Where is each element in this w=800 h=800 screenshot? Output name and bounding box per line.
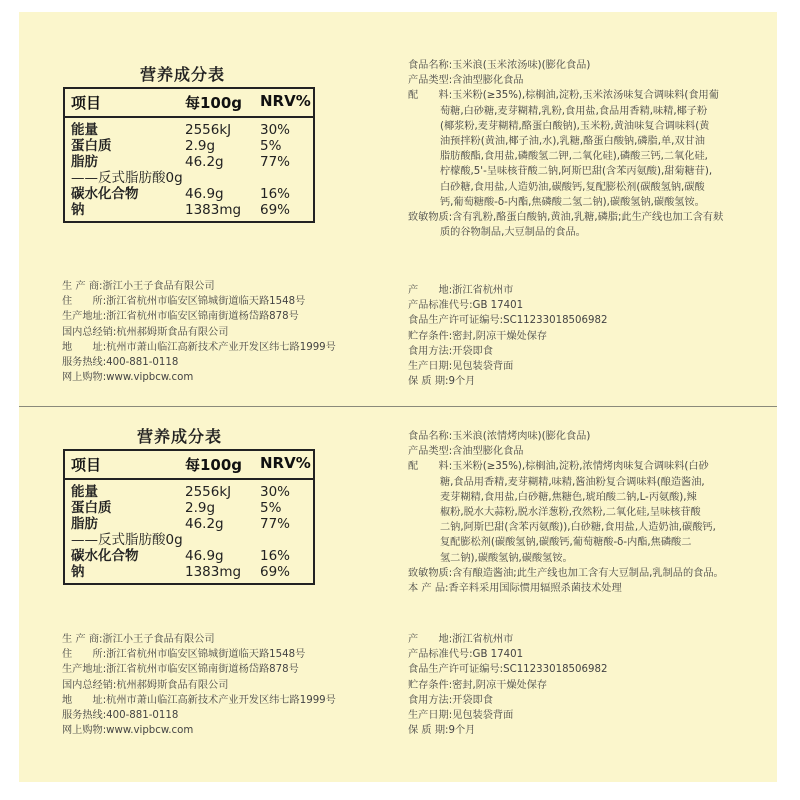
company-line: 住 所:浙江省杭州市临安区锦城街道临天路1548号 (62, 296, 306, 308)
row-nrv: 69% (260, 564, 291, 580)
row-nrv: 16% (260, 186, 291, 202)
header-nrv: NRV% (260, 454, 311, 472)
row-value: 46.2g (185, 154, 224, 170)
company-line: 住 所:浙江省杭州市临安区锦城街道临天路1548号 (62, 649, 306, 661)
product-info-line: 食品生产许可证编号:SC11233018506982 (408, 315, 608, 327)
product-info-block (408, 632, 607, 738)
nutrition-row (65, 548, 313, 564)
ingredients-block (408, 429, 724, 596)
row-value: 2.9g (185, 500, 216, 516)
product-info-line: 产 地:浙江省杭州市 (408, 634, 514, 645)
company-line: 国内总经销:杭州郝姆斯食品有限公司 (62, 326, 229, 338)
row-nrv: 69% (260, 202, 291, 218)
nutrition-table (63, 449, 315, 585)
row-name: ——反式脂肪酸0g (71, 170, 183, 186)
ingredient-line: 复配膨松剂(碳酸氢钠,碳酸钙,葡萄糖酸-δ-内酯,焦磷酸二 (440, 537, 692, 549)
ingredient-line: 致敏物质:含有酿造酱油;此生产线也加工含有大豆制品,乳制品的食品。 (408, 567, 724, 579)
nutrition-row (65, 500, 313, 516)
nutrition-row (65, 170, 313, 186)
row-value: 1383mg (185, 202, 242, 218)
nutrition-row (65, 484, 313, 500)
ingredient-line: 本 产 品:香辛料采用国际惯用辐照杀菌技术处理 (408, 583, 622, 595)
ingredient-line: (椰浆粉,麦芽糊精,酪蛋白酸钠),玉米粉,黄油味复合调味料(黄 (440, 120, 710, 132)
company-line: 生产地址:浙江省杭州市临安区锦南街道杨岱路878号 (62, 664, 299, 676)
row-name: 能量 (71, 122, 98, 138)
header-item: 项目 (71, 94, 102, 112)
product-info-line: 保 质 期:9个月 (408, 725, 476, 737)
nutrition-row (65, 186, 313, 202)
row-value: 46.9g (185, 186, 224, 202)
product-info-line: 食用方法:开袋即食 (408, 694, 493, 706)
row-value: 2.9g (185, 138, 216, 154)
header-nrv: NRV% (260, 92, 311, 110)
product-info-line: 产品标准代号:GB 17401 (408, 649, 524, 661)
ingredient-line: 柠檬酸,5'-呈味核苷酸二钠,阿斯巴甜(含苯丙氨酸),甜菊糖苷), (440, 166, 713, 178)
product-info-line: 产 地:浙江省杭州市 (408, 285, 514, 296)
ingredients-block (408, 58, 723, 240)
ingredient-line: 二钠,阿斯巴甜(含苯丙氨酸)),白砂糖,食用盐,人造奶油,碳酸钙, (440, 522, 716, 534)
company-line: 生 产 商:浙江小王子食品有限公司 (62, 634, 215, 645)
ingredient-line: 钙,葡萄糖酸-δ-内酯,焦磷酸二氢二钠),碳酸氢钠,碳酸氢铵。 (440, 196, 705, 208)
row-value: 2556kJ (185, 122, 232, 138)
ingredient-line: 配 料:玉米粉(≥35%),棕榈油,淀粉,玉米浓汤味复合调味料(食用葡 (408, 90, 719, 102)
company-line: 生 产 商:浙江小王子食品有限公司 (62, 281, 215, 292)
product-info-line: 生产日期:见包装袋背面 (408, 361, 514, 373)
product-info-line: 食品生产许可证编号:SC11233018506982 (408, 664, 608, 676)
company-line: 地 址:杭州市萧山临江高新技术产业开发区纬七路1999号 (62, 341, 336, 353)
header-item: 项目 (71, 456, 102, 474)
product-info-line: 生产日期:见包装袋背面 (408, 710, 514, 722)
company-line: 生产地址:浙江省杭州市临安区锦南街道杨岱路878号 (62, 311, 299, 323)
ingredient-line: 产品类型:含油型膨化食品 (408, 446, 524, 458)
nutrition-title: 营养成分表 (140, 65, 226, 84)
nutrition-row (65, 138, 313, 154)
row-name: 钠 (71, 202, 85, 218)
nutrition-row (65, 122, 313, 138)
nutrition-header (65, 451, 313, 480)
row-name: 碳水化合物 (71, 548, 139, 564)
company-line: 服务热线:400-881-0118 (62, 357, 179, 369)
row-nrv: 77% (260, 516, 291, 532)
ingredient-line: 糖,食品用香精,麦芽糊精,味精,酱油粉复合调味料(酿造酱油, (440, 476, 705, 488)
row-nrv: 5% (260, 138, 282, 154)
row-nrv: 77% (260, 154, 291, 170)
nutrition-header (65, 89, 313, 118)
company-line: 国内总经销:杭州郝姆斯食品有限公司 (62, 679, 229, 691)
ingredient-line: 脂肪酸酯,食用盐,磷酸氢二钾,二氧化硅),磷酸三钙,二氧化硅, (440, 151, 708, 163)
ingredient-line: 椒粉,脱水大蒜粉,脱水洋葱粉,孜然粉,二氧化硅,呈味核苷酸 (440, 507, 701, 519)
row-value: 1383mg (185, 564, 242, 580)
row-value: 46.2g (185, 516, 224, 532)
nutrition-row (65, 154, 313, 170)
nutrition-title: 营养成分表 (137, 427, 223, 446)
product-info-line: 食用方法:开袋即食 (408, 345, 493, 357)
row-name: 碳水化合物 (71, 186, 139, 202)
company-line: 网上购物:www.vipbcw.com (62, 372, 194, 384)
nutrition-table (63, 87, 315, 223)
row-nrv: 16% (260, 548, 291, 564)
row-value: 46.9g (185, 548, 224, 564)
ingredient-line: 氢二钠),碳酸氢钠,碳酸氢铵。 (440, 552, 573, 564)
row-name: 蛋白质 (71, 500, 112, 516)
product-info-line: 贮存条件:密封,阴凉干燥处保存 (408, 330, 548, 342)
company-line: 网上购物:www.vipbcw.com (62, 725, 194, 737)
header-per-100g: 每100g (185, 94, 243, 112)
company-line: 服务热线:400-881-0118 (62, 710, 179, 722)
product-info-line: 贮存条件:密封,阴凉干燥处保存 (408, 679, 548, 691)
nutrition-row (65, 532, 313, 548)
header-per-100g: 每100g (185, 456, 243, 474)
panel-divider (19, 406, 777, 407)
ingredient-line: 致敏物质:含有乳粉,酪蛋白酸钠,黄油,乳糖,磷脂;此生产线也加工含有麸 (408, 212, 724, 224)
row-name: ——反式脂肪酸0g (71, 532, 183, 548)
ingredient-line: 食品名称:玉米浪(玉米浓汤味)(膨化食品) (408, 60, 591, 71)
ingredient-line: 产品类型:含油型膨化食品 (408, 75, 524, 87)
ingredient-line: 萄糖,白砂糖,麦芽糊精,乳粉,食用盐,食品用香精,味精,椰子粉 (440, 105, 708, 117)
row-name: 脂肪 (71, 516, 98, 532)
row-name: 钠 (71, 564, 85, 580)
row-nrv: 30% (260, 122, 291, 138)
row-name: 能量 (71, 484, 98, 500)
product-info-line: 产品标准代号:GB 17401 (408, 300, 524, 312)
product-info-block (408, 283, 607, 389)
row-name: 蛋白质 (71, 138, 112, 154)
company-line: 地 址:杭州市萧山临江高新技术产业开发区纬七路1999号 (62, 694, 336, 706)
company-block (62, 279, 336, 385)
ingredient-line: 麦芽糊精,食用盐,白砂糖,焦糖色,琥珀酸二钠,L-丙氨酸),辣 (440, 491, 697, 503)
ingredient-line: 食品名称:玉米浪(浓情烤肉味)(膨化食品) (408, 431, 591, 442)
ingredient-line: 配 料:玉米粉(≥35%),棕榈油,淀粉,浓情烤肉味复合调味料(白砂 (408, 461, 709, 473)
nutrition-row (65, 564, 313, 580)
row-name: 脂肪 (71, 154, 98, 170)
company-block (62, 632, 336, 738)
nutrition-row (65, 202, 313, 218)
row-nrv: 5% (260, 500, 282, 516)
ingredient-line: 白砂糖,食用盐,人造奶油,碳酸钙,复配膨松剂(碳酸氢钠,碳酸 (440, 181, 705, 193)
product-info-line: 保 质 期:9个月 (408, 376, 476, 388)
row-value: 2556kJ (185, 484, 232, 500)
ingredient-line: 油预拌粉(黄油,椰子油,水),乳糖,酪蛋白酸钠,磷脂,单,双甘油 (440, 136, 705, 148)
ingredient-line: 质的谷物制品,大豆制品的食品。 (440, 227, 586, 239)
nutrition-row (65, 516, 313, 532)
row-nrv: 30% (260, 484, 291, 500)
